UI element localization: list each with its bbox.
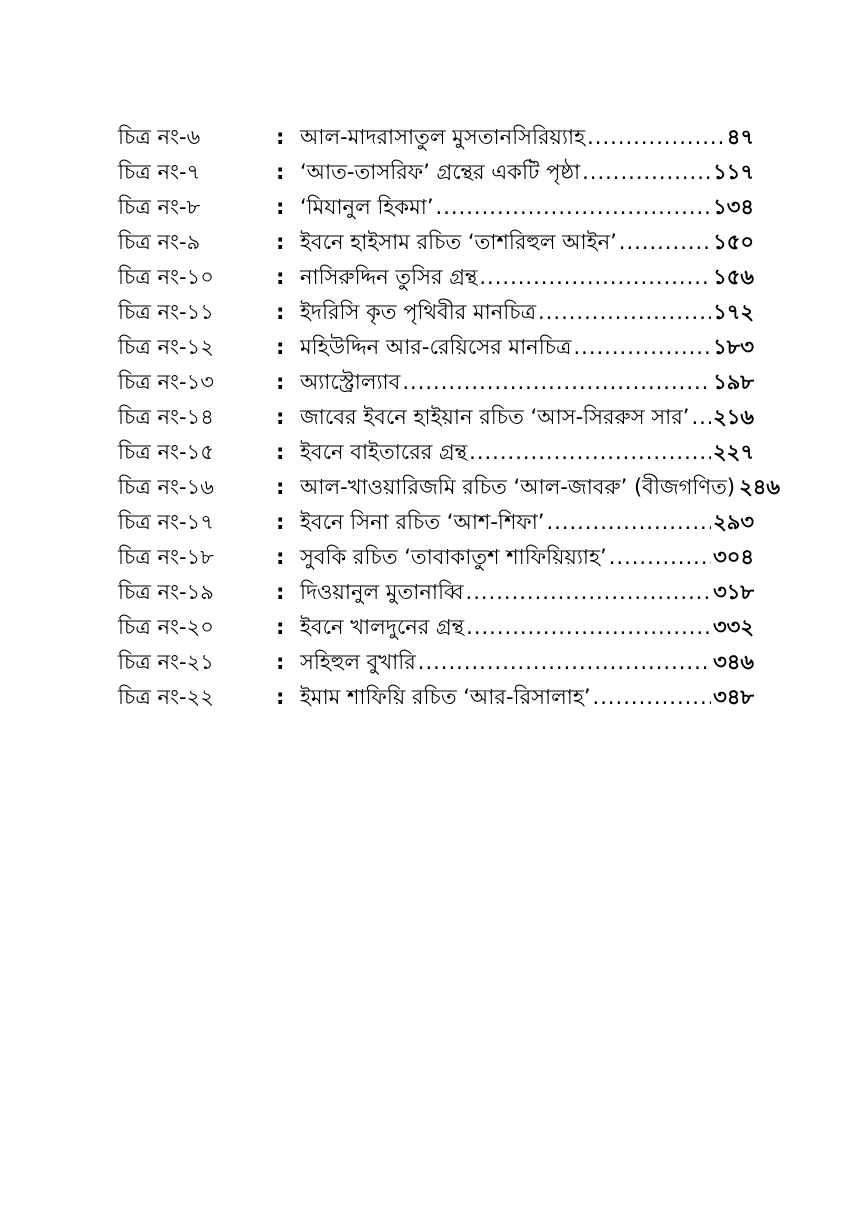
figure-title: ইবনে খালদুনের গ্রন্থ (300, 615, 465, 639)
figure-label: চিত্র নং-৮ (118, 195, 201, 219)
figure-title: নাসিরুদ্দিন তুসির গ্রন্থ (300, 265, 478, 289)
figure-list (118, 120, 780, 715)
figure-row-14 (118, 400, 754, 435)
figure-label: চিত্র নং-১৫ (118, 440, 214, 464)
figure-entry (300, 295, 754, 330)
page-number: ১৫০ (713, 230, 754, 254)
figure-title: জাবের ইবনে হাইয়ান রচিত ‘আস-সিররুস সার’ (300, 405, 690, 429)
figure-row-11 (118, 295, 754, 330)
dot-leader (619, 225, 711, 260)
separator: : (276, 615, 285, 639)
figure-row-22 (118, 680, 754, 715)
figure-entry (300, 330, 754, 365)
figure-entry (300, 505, 754, 540)
figure-title: ইদরিসি কৃত পৃথিবীর মানচিত্র (300, 300, 537, 324)
figure-entry (300, 575, 754, 610)
figure-label: চিত্র নং-১৭ (118, 510, 214, 534)
figure-row-6 (118, 120, 754, 155)
figure-row-18 (118, 540, 754, 575)
page-number: ১৯৮ (713, 370, 754, 394)
figure-title: অ্যাস্ট্রোল্যাব (300, 370, 401, 394)
page-number: ৩৩২ (713, 615, 754, 639)
figure-label: চিত্র নং-১১ (118, 300, 214, 324)
figure-title: সুবকি রচিত ‘তাবাকাতুশ শাফিয়িয়্যাহ’ (300, 545, 607, 569)
figure-title: মহিউদ্দিন আর-রেয়িসের মানচিত্র (300, 335, 572, 359)
page-number: ২১৬ (713, 405, 754, 429)
figure-label: চিত্র নং-১২ (118, 335, 214, 359)
figure-row-7 (118, 155, 754, 190)
figure-label: চিত্র নং-১৪ (118, 405, 214, 429)
figure-row-21 (118, 645, 754, 680)
page-number: ১৩৪ (713, 195, 754, 219)
dot-leader (609, 540, 711, 575)
figure-title: ‘আত-তাসরিফ’ গ্রন্থের একটি পৃষ্ঠা (300, 160, 581, 184)
figure-title: আল-মাদরাসাতুল মুসতানসিরিয়্যাহ (300, 125, 586, 149)
page-number: ১৭২ (713, 300, 754, 324)
figure-entry (300, 540, 754, 575)
figure-row-10 (118, 260, 754, 295)
figure-row-15 (118, 435, 754, 470)
figure-entry (300, 120, 754, 155)
separator: : (276, 195, 285, 219)
figure-label: চিত্র নং-১৯ (118, 580, 214, 604)
figure-row-19 (118, 575, 754, 610)
figure-title: ইমাম শাফিয়ি রচিত ‘আর-রিসালাহ’ (300, 685, 591, 709)
page-number: ১৫৬ (713, 265, 754, 289)
dot-leader (538, 295, 711, 330)
separator: : (276, 685, 285, 709)
separator: : (276, 650, 285, 674)
figure-entry (300, 225, 754, 260)
page-number: ১৮৩ (713, 335, 754, 359)
separator: : (276, 370, 285, 394)
page-number: ৩৪৮ (713, 685, 754, 709)
separator: : (276, 160, 285, 184)
figure-label: চিত্র নং-১৮ (118, 545, 214, 569)
figure-row-8 (118, 190, 754, 225)
figure-title: আল-খাওয়ারিজমি রচিত ‘আল-জাবরু’ (বীজগণিত) (300, 475, 736, 499)
dot-leader (469, 435, 711, 470)
page-number: ৩৪৬ (713, 650, 754, 674)
dot-leader (418, 645, 711, 680)
page-number: ১১৭ (713, 160, 754, 184)
figure-title: ইবনে সিনা রচিত ‘আশ-শিফা’ (300, 510, 545, 534)
dot-leader (546, 505, 711, 540)
separator: : (276, 545, 285, 569)
figure-label: চিত্র নং-২১ (118, 650, 214, 674)
separator: : (276, 405, 285, 429)
page-number: ২৯৩ (713, 510, 754, 534)
dot-leader (691, 400, 711, 435)
separator: : (276, 300, 285, 324)
page-number: ২৪৬ (739, 475, 780, 499)
figure-entry (300, 435, 754, 470)
figure-row-16 (118, 470, 780, 505)
figure-entry (300, 365, 754, 400)
page-number: ২২৭ (713, 440, 754, 464)
figure-title: ‘মিযানুল হিকমা’ (300, 195, 434, 219)
figure-label: চিত্র নং-১৩ (118, 370, 214, 394)
separator: : (276, 440, 285, 464)
dot-leader (402, 365, 711, 400)
separator: : (276, 230, 285, 254)
figure-title: দিওয়ানুল মুতানাব্বি (300, 580, 464, 604)
dot-leader (466, 575, 712, 610)
dot-leader (479, 260, 711, 295)
figure-entry (300, 260, 754, 295)
figure-title: সহিহুল বুখারি (300, 650, 416, 674)
figure-label: চিত্র নং-১০ (118, 265, 214, 289)
separator: : (276, 125, 285, 149)
figure-row-17 (118, 505, 754, 540)
dot-leader (436, 190, 712, 225)
figure-entry (300, 645, 754, 680)
figure-title: ইবনে হাইসাম রচিত ‘তাশরিহুল আইন’ (300, 230, 617, 254)
separator: : (276, 475, 285, 499)
page-number: ৩১৮ (713, 580, 754, 604)
figure-row-12 (118, 330, 754, 365)
figure-entry (300, 610, 754, 645)
figure-entry (300, 155, 754, 190)
dot-leader (582, 155, 711, 190)
figure-entry (300, 190, 754, 225)
dot-leader (587, 120, 725, 155)
separator: : (276, 580, 285, 604)
figure-label: চিত্র নং-১৬ (118, 475, 214, 499)
figure-label: চিত্র নং-২২ (118, 685, 214, 709)
page-number: ৩০৪ (713, 545, 754, 569)
figure-entry (300, 470, 780, 505)
separator: : (276, 335, 285, 359)
figure-entry (300, 400, 754, 435)
page-number: ৪৭ (726, 125, 754, 149)
figure-entry (300, 680, 754, 715)
figure-row-13 (118, 365, 754, 400)
figure-row-20 (118, 610, 754, 645)
figure-label: চিত্র নং-৯ (118, 230, 201, 254)
dot-leader (573, 330, 711, 365)
figure-label: চিত্র নং-৭ (118, 160, 201, 184)
dot-leader (466, 610, 711, 645)
dot-leader (593, 680, 712, 715)
separator: : (276, 265, 285, 289)
figure-row-9 (118, 225, 754, 260)
figure-title: ইবনে বাইতারের গ্রন্থ (300, 440, 468, 464)
figure-label: চিত্র নং-২০ (118, 615, 214, 639)
separator: : (276, 510, 285, 534)
figure-label: চিত্র নং-৬ (118, 125, 201, 149)
